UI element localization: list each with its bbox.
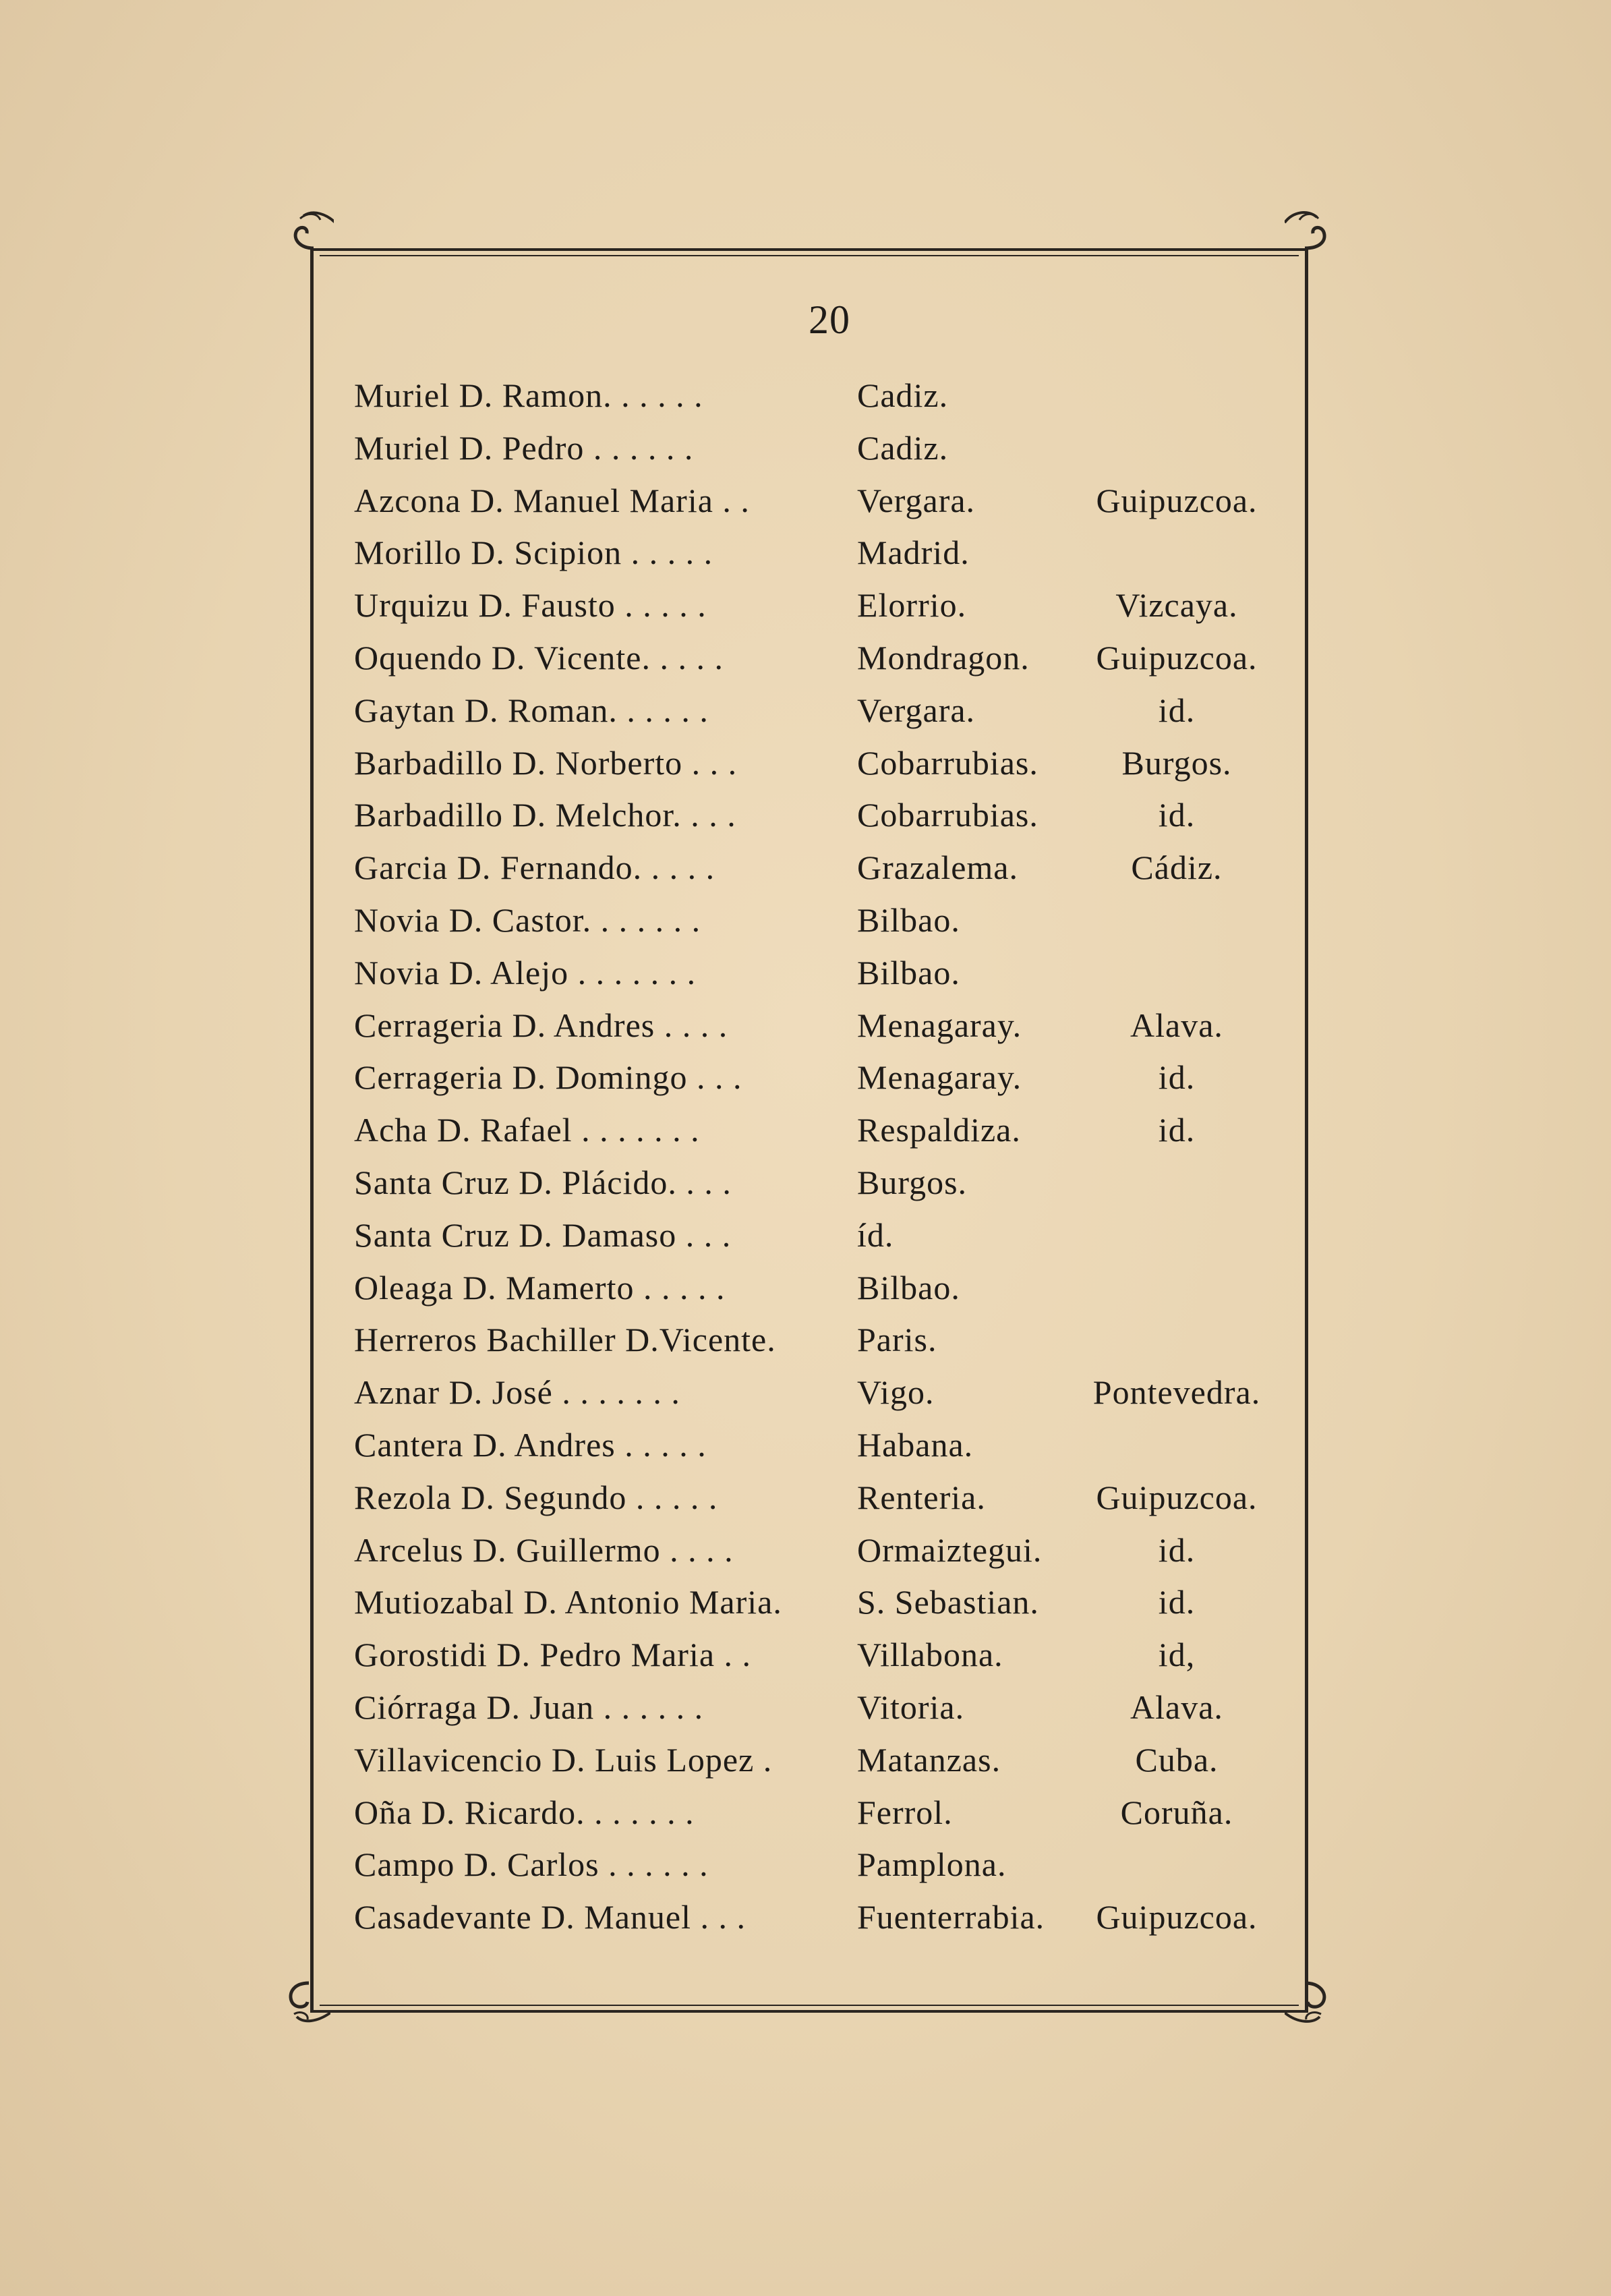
entry-place: Cobarrubias. (857, 743, 1038, 782)
entry-name: Herreros Bachiller D.Vicente. (354, 1321, 776, 1359)
entry-name: Muriel D. Ramon. . . . . . (354, 376, 703, 414)
entry-province: Guipuzcoa. (1096, 638, 1258, 677)
entry-place: Bilbao. (857, 900, 960, 939)
list-item (354, 1262, 1312, 1315)
list-item (354, 1314, 1312, 1367)
entry-place: Elorrio. (857, 586, 967, 625)
entry-name: Oleaga D. Mamerto . . . . . (354, 1268, 726, 1307)
list-item (354, 1787, 1312, 1839)
entry-place: Cadiz. (857, 428, 949, 467)
entry-name: Garcia D. Fernando. . . . . (354, 849, 715, 887)
list-item (354, 475, 1312, 527)
entry-place: Mondragon. (857, 638, 1030, 677)
entry-name: Novia D. Alejo . . . . . . . (354, 953, 697, 992)
entry-province: id. (1158, 691, 1196, 729)
page-number: 20 (809, 297, 850, 342)
entry-province: id. (1158, 796, 1196, 834)
list-item (354, 1576, 1312, 1629)
list-item (354, 422, 1312, 475)
entry-place: Ormaiztegui. (857, 1530, 1043, 1569)
entry-name: Urquizu D. Fausto . . . . . (354, 586, 707, 625)
list-item (354, 632, 1312, 685)
entry-province: Guipuzcoa. (1096, 1898, 1258, 1936)
entry-name: Barbadillo D. Norberto . . . (354, 743, 738, 782)
list-item (354, 1157, 1312, 1209)
list-item (354, 789, 1312, 842)
entry-province: Alava. (1130, 1688, 1223, 1726)
entry-place: Respaldiza. (857, 1111, 1021, 1149)
list-item (354, 894, 1312, 947)
list-item (354, 1891, 1312, 1944)
entry-name: Rezola D. Segundo . . . . . (354, 1478, 718, 1516)
entry-name: Gaytan D. Roman. . . . . . (354, 691, 709, 729)
entry-name: Cerrageria D. Domingo . . . (354, 1058, 742, 1097)
entry-place: Grazalema. (857, 849, 1019, 887)
entry-name: Oña D. Ricardo. . . . . . . (354, 1793, 695, 1831)
entry-province: Guipuzcoa. (1096, 1478, 1258, 1516)
list-item (354, 1000, 1312, 1052)
list-item (354, 1052, 1312, 1104)
entry-place: Paris. (857, 1321, 937, 1359)
entry-name: Aznar D. José . . . . . . . (354, 1373, 680, 1412)
frame-top-rule (320, 255, 1299, 256)
entry-name: Gorostidi D. Pedro Maria . . (354, 1636, 752, 1674)
entry-name: Arcelus D. Guillermo . . . . (354, 1530, 734, 1569)
entry-place: Vigo. (857, 1373, 935, 1412)
list-item (354, 1839, 1312, 1891)
entry-name: Cantera D. Andres . . . . . (354, 1425, 707, 1464)
corner-flourish-bottom-left (270, 1970, 330, 2030)
list-item (354, 527, 1312, 579)
entry-province: id. (1158, 1111, 1196, 1149)
entry-name: Campo D. Carlos . . . . . . (354, 1845, 709, 1884)
entry-place: Burgos. (857, 1163, 968, 1201)
entry-place: Bilbao. (857, 1268, 960, 1307)
list-item (354, 1104, 1312, 1157)
entry-name: Santa Cruz D. Plácido. . . . (354, 1163, 732, 1201)
entry-name: Oquendo D. Vicente. . . . . (354, 638, 724, 677)
list-item (354, 1209, 1312, 1262)
list-item (354, 1629, 1312, 1682)
entry-place: Bilbao. (857, 953, 960, 992)
entry-province: Burgos. (1121, 743, 1232, 782)
entry-province: Vizcaya. (1115, 586, 1238, 625)
entry-name: Morillo D. Scipion . . . . . (354, 534, 713, 572)
entry-name: Acha D. Rafael . . . . . . . (354, 1111, 700, 1149)
entry-place: S. Sebastian. (857, 1583, 1039, 1621)
frame-bottom-rule (320, 2005, 1299, 2006)
entry-province: Alava. (1130, 1006, 1223, 1044)
entry-place: Fuenterrabia. (857, 1898, 1045, 1936)
list-item (354, 1472, 1312, 1524)
entry-name: Novia D. Castor. . . . . . . (354, 900, 701, 939)
entry-place: Renteria. (857, 1478, 986, 1516)
entry-place: Cadiz. (857, 376, 949, 414)
entry-province: Cuba. (1135, 1740, 1219, 1779)
entry-province: Guipuzcoa. (1096, 481, 1258, 519)
entry-province: id. (1158, 1058, 1196, 1097)
entry-place: íd. (857, 1215, 894, 1254)
list-item (354, 842, 1312, 894)
entry-name: Santa Cruz D. Damaso . . . (354, 1215, 732, 1254)
entry-place: Menagaray. (857, 1006, 1022, 1044)
entry-name: Cerrageria D. Andres . . . . (354, 1006, 728, 1044)
entry-province: id. (1158, 1583, 1196, 1621)
list-item (354, 579, 1312, 632)
list-item (354, 947, 1312, 1000)
personnel-list (354, 370, 1312, 1944)
entry-place: Pamplona. (857, 1845, 1007, 1884)
entry-place: Vergara. (857, 481, 976, 519)
entry-province: Pontevedra. (1092, 1373, 1261, 1412)
entry-province: id. (1158, 1530, 1196, 1569)
corner-flourish-top-left (273, 202, 334, 263)
entry-name: Barbadillo D. Melchor. . . . (354, 796, 736, 834)
list-item (354, 1419, 1312, 1472)
entry-name: Ciórraga D. Juan . . . . . . (354, 1688, 704, 1726)
entry-place: Cobarrubias. (857, 796, 1038, 834)
entry-place: Villabona. (857, 1636, 1003, 1674)
entry-province: id, (1158, 1636, 1196, 1674)
entry-place: Vergara. (857, 691, 976, 729)
entry-place: Menagaray. (857, 1058, 1022, 1097)
entry-name: Villavicencio D. Luis Lopez . (354, 1740, 773, 1779)
entry-name: Casadevante D. Manuel . . . (354, 1898, 746, 1936)
entry-place: Vitoria. (857, 1688, 965, 1726)
entry-place: Matanzas. (857, 1740, 1001, 1779)
list-item (354, 685, 1312, 737)
list-item (354, 1524, 1312, 1577)
entry-place: Habana. (857, 1425, 974, 1464)
entry-name: Mutiozabal D. Antonio Maria. (354, 1583, 782, 1621)
list-item (354, 1734, 1312, 1787)
corner-flourish-bottom-right (1285, 1970, 1345, 2030)
entry-place: Madrid. (857, 534, 970, 572)
entry-name: Muriel D. Pedro . . . . . . (354, 428, 694, 467)
entry-province: Coruña. (1120, 1793, 1233, 1831)
corner-flourish-top-right (1285, 202, 1345, 263)
list-item (354, 370, 1312, 422)
entry-place: Ferrol. (857, 1793, 953, 1831)
entry-province: Cádiz. (1131, 849, 1223, 887)
list-item (354, 1682, 1312, 1734)
entry-name: Azcona D. Manuel Maria . . (354, 481, 750, 519)
list-item (354, 737, 1312, 790)
list-item (354, 1367, 1312, 1419)
